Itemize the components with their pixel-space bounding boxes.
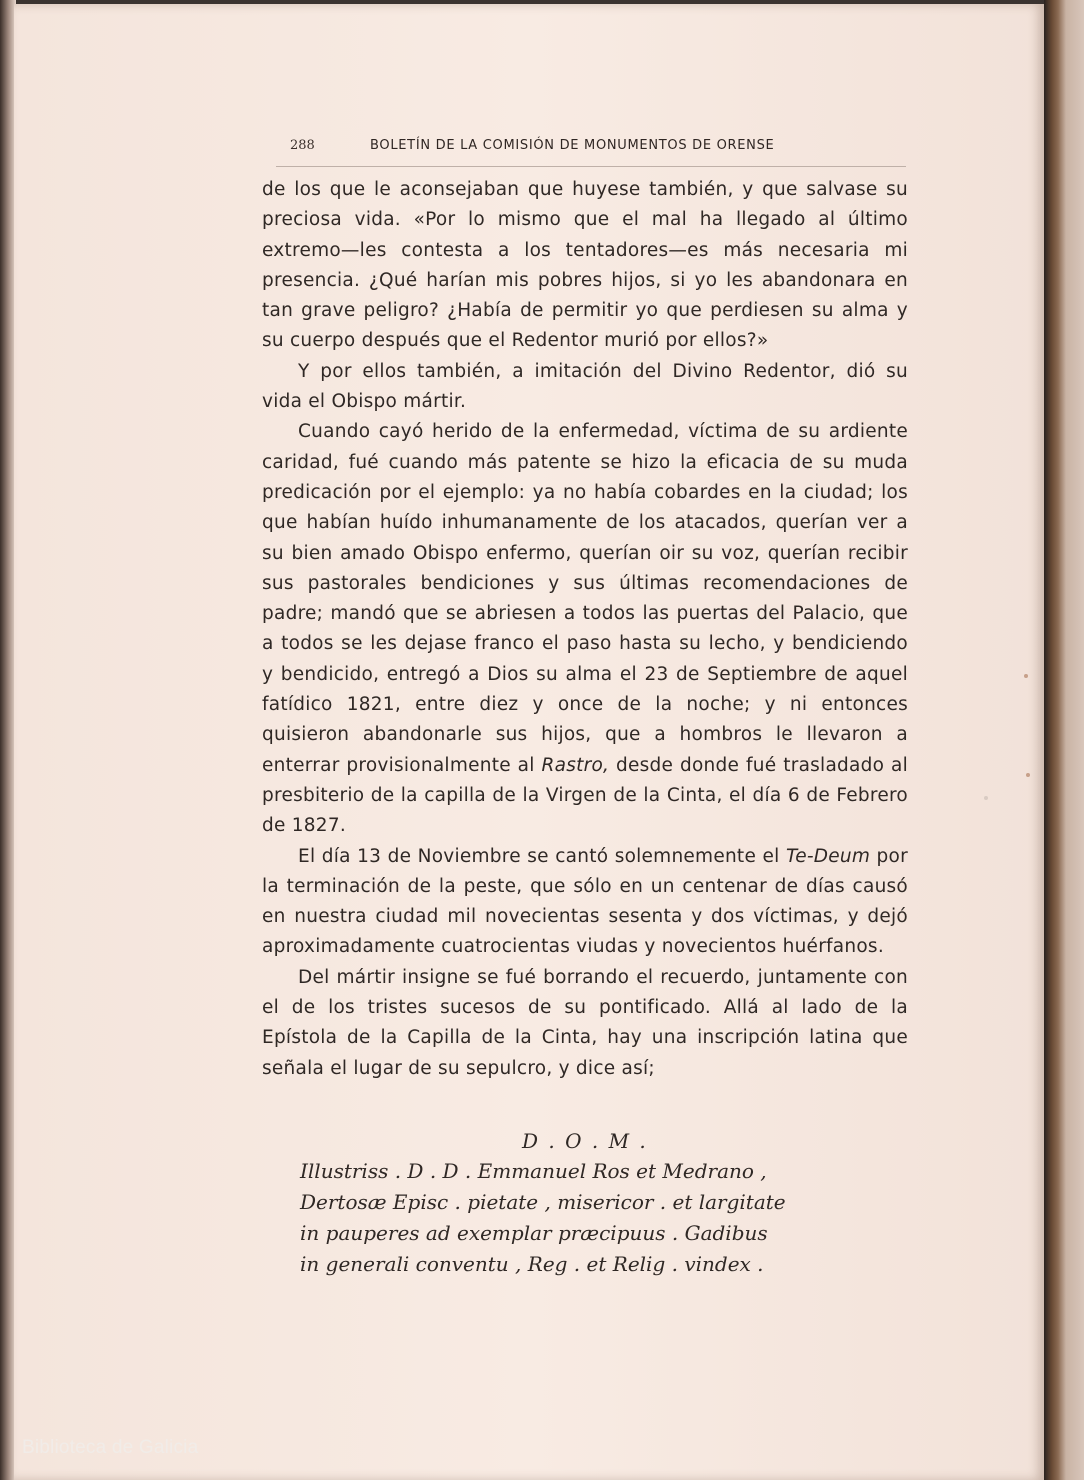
- paper-speck: [984, 796, 988, 800]
- inscription-line-1: Illustriss . D . D . Emmanuel Ros et Medrano ,: [300, 1159, 767, 1183]
- body-text: [262, 175, 908, 1084]
- paragraph-4-text-a: El día 13 de Noviembre se cantó solemnemente el: [298, 845, 786, 867]
- inscription-line-3: in pauperes ad exemplar præcipuus . Gadibus: [300, 1221, 768, 1245]
- book-binding-edge: [1044, 0, 1084, 1480]
- paragraph-3: [262, 417, 908, 841]
- paragraph-3-text-a: Cuando cayó herido de la enfermedad, víctima de su ardiente caridad, fué cuando más patente se hizo la eficacia de su muda predicación por el ejemplo: ya no había cobardes en la ciudad; los que habían huído inhumanamente de los atacados, querían ver a su bien amado Obispo enfermo, querían oir su voz, querían recibir sus pastorales bendiciones y sus últimas recomendaciones de padre; mandó que se abriesen a todos las puertas del Palacio, que a todos se les dejase franco el paso hasta su lecho, y bendiciendo y bendicido, entregó a Dios su alma el 23 de Septiembre de aquel fatídico 1821, entre diez y once de la noche; y ni entonces quisieron abandonarle sus hijos, que a hombros le llevaron a enterrar provisionalmente al: [262, 421, 908, 776]
- latin-inscription: [300, 1126, 860, 1280]
- paragraph-2: Y por ellos también, a imitación del Divino Redentor, dió su vida el Obispo mártir.: [262, 360, 908, 413]
- inscription-title: D . O . M .: [522, 1129, 648, 1153]
- running-title: BOLETÍN DE LA COMISIÓN DE MONUMENTOS DE ORENSE: [370, 138, 775, 153]
- inscription-line-4: in generali conventu , Reg . et Relig . vindex .: [300, 1252, 764, 1276]
- paragraph-4-text-b: por la terminación de la peste, que sólo en un centenar de días causó en nuestra ciudad mil novecientas sesenta y dos víctimas, y dejó aproximadamente cuatrocientas viudas y novecientos huérfanos.: [262, 845, 908, 958]
- paragraph-4: [262, 842, 908, 963]
- page-header: [276, 136, 906, 167]
- page-number: 288: [290, 138, 315, 153]
- paragraph-5: Del mártir insigne se fué borrando el recuerdo, juntamente con el de los tristes sucesos de su pontificado. Allá al lado de la Epístola de la Capilla de la Cinta, hay una inscripción latina que señala el lugar de su sepulcro, y dice así;: [262, 966, 908, 1079]
- paper-speck: [1026, 773, 1030, 777]
- library-watermark: Biblioteca de Galicia: [22, 1437, 199, 1458]
- paragraph-3-text-b: desde donde fué trasladado al presbiterio de la capilla de la Virgen de la Cinta, el día 6 de Febrero de 1827.: [262, 754, 908, 837]
- paragraph-1: de los que le aconsejaban que huyese también, y que salvase su preciosa vida. «Por lo mismo que el mal ha llegado al último extremo—les contesta a los tentadores—es más necesaria mi presencia. ¿Qué harían mis pobres hijos, si yo les abandonara en tan grave peligro? ¿Había de permitir yo que perdiesen su alma y su cuerpo después que el Redentor murió por ellos?»: [262, 179, 908, 352]
- inscription-line-2: Dertosæ Episc . pietate , misericor . et largitate: [300, 1190, 786, 1214]
- paragraph-4-italic: Te-Deum: [785, 845, 871, 867]
- paper-speck: [1024, 674, 1028, 678]
- paragraph-3-italic: Rastro,: [541, 754, 610, 776]
